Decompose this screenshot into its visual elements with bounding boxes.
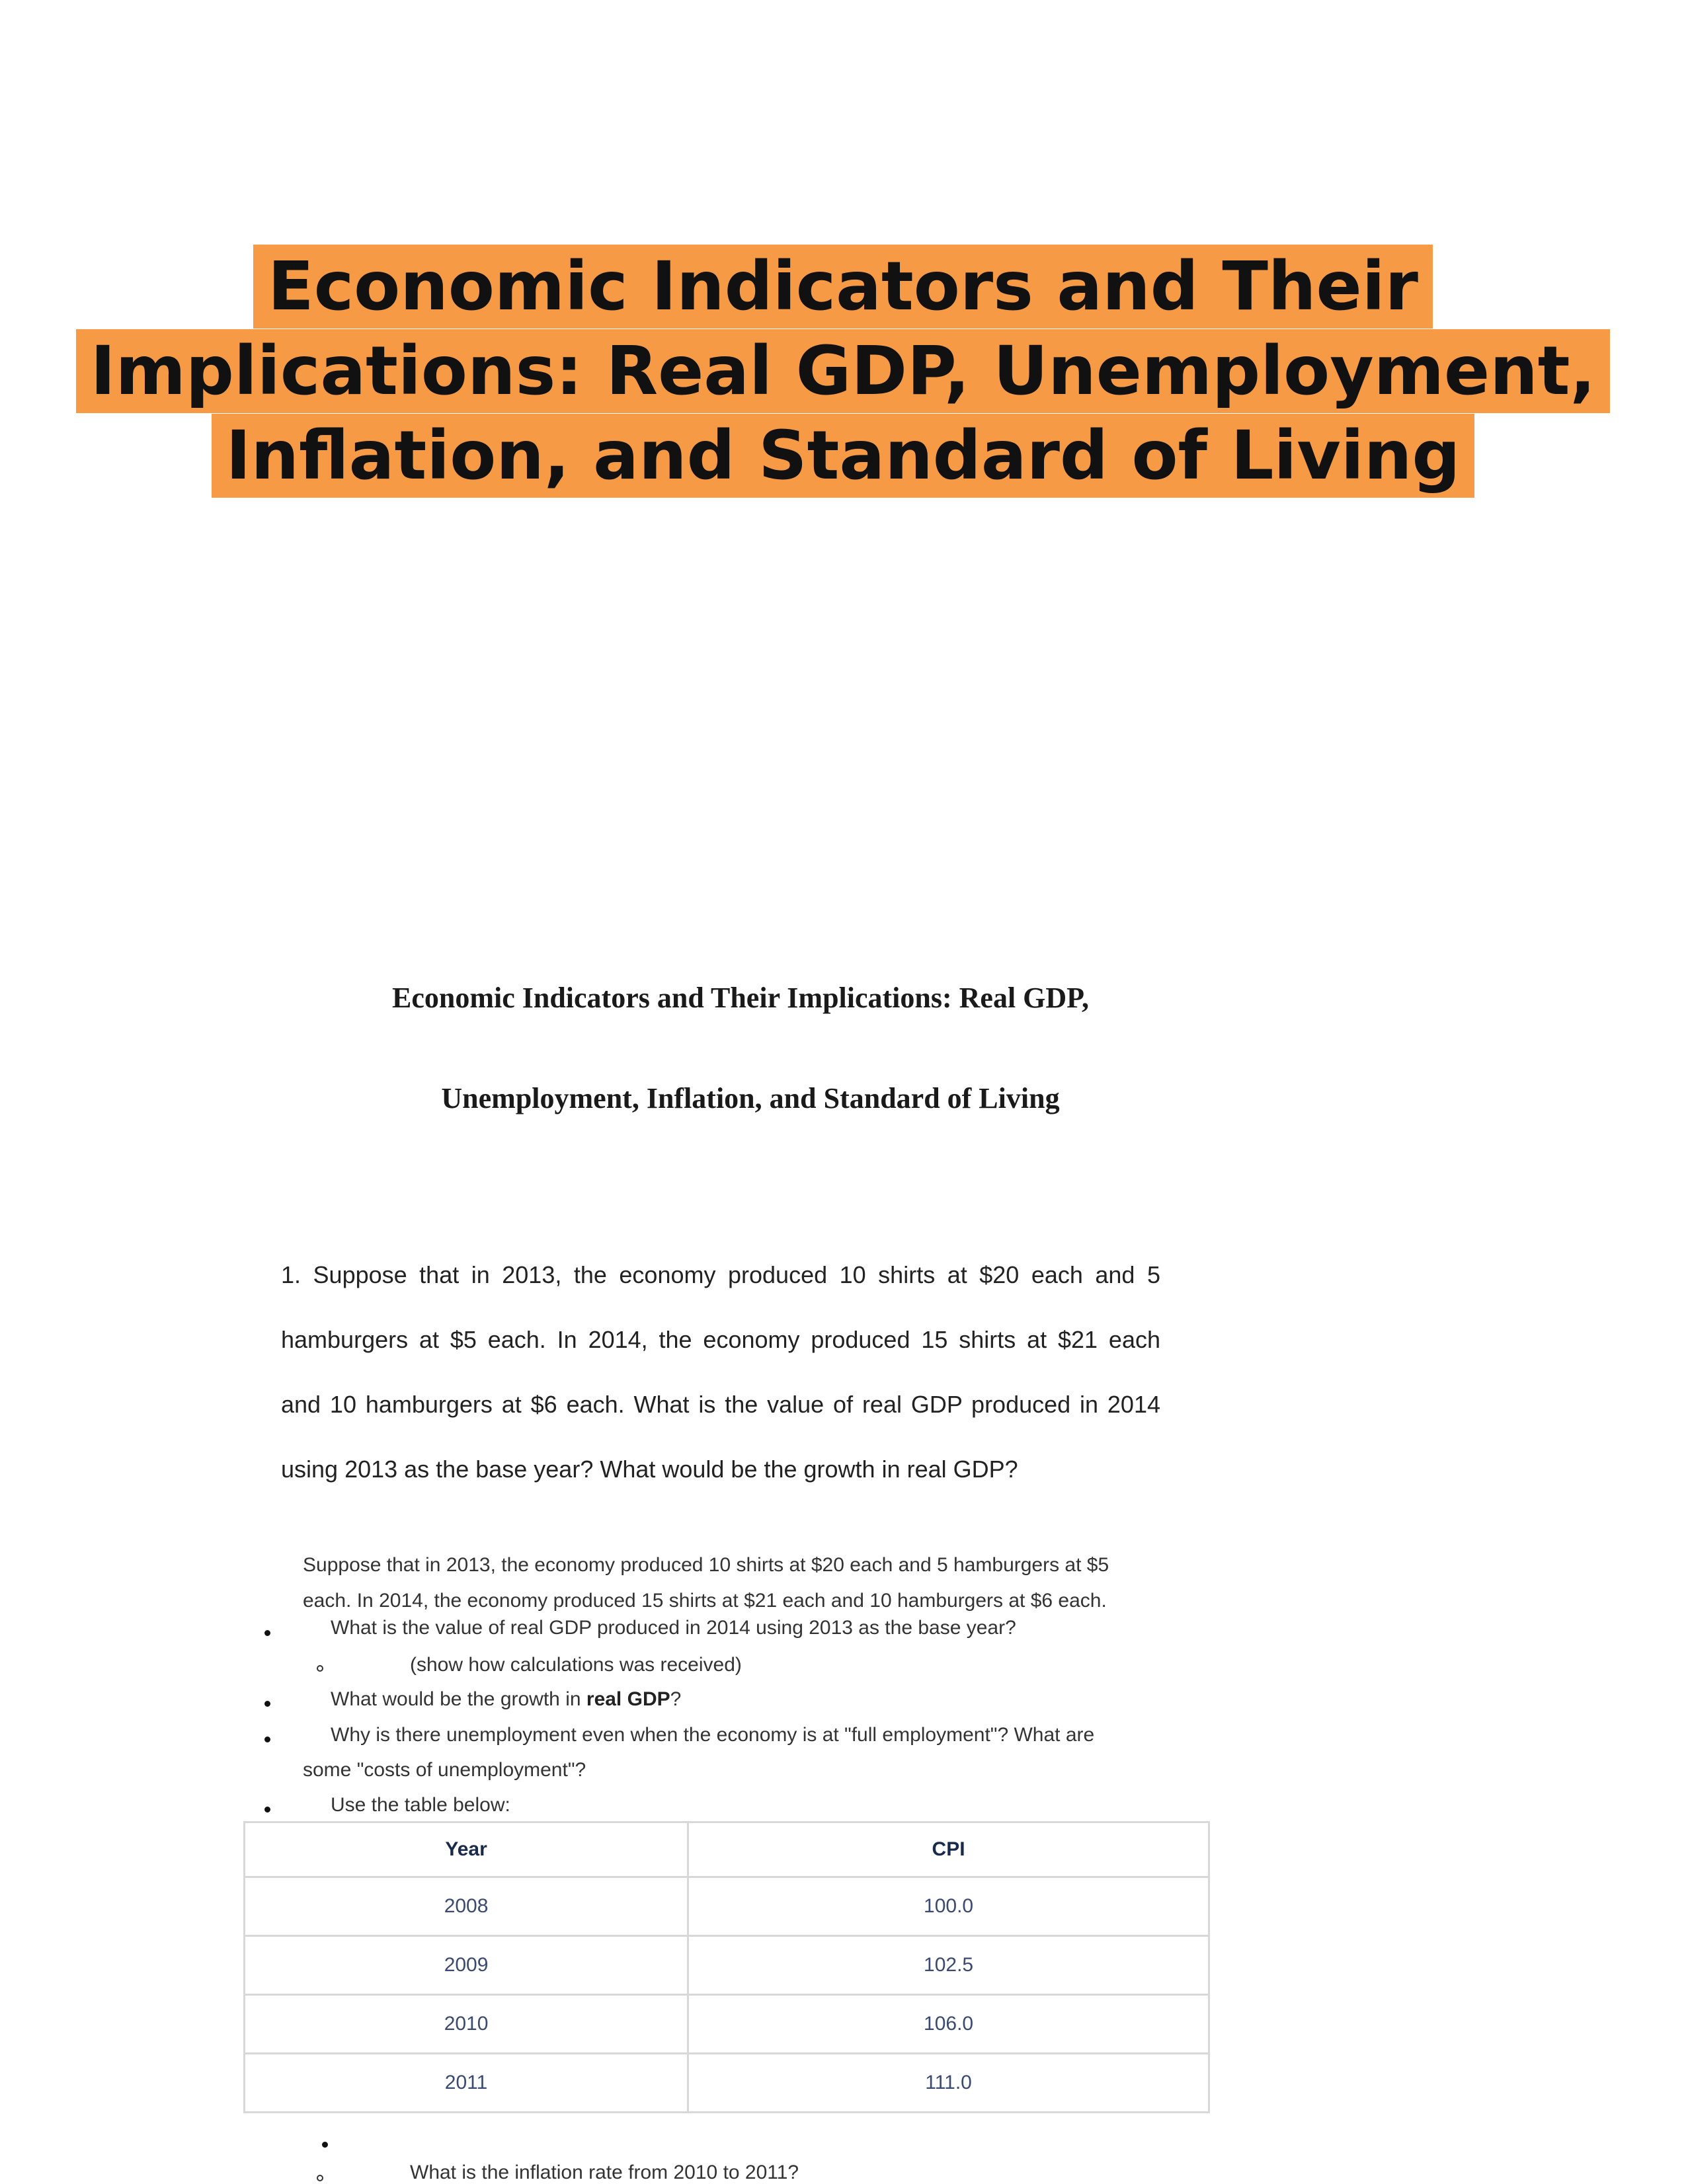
cpi-table <box>243 1821 1210 2113</box>
document-title-line-2: Unemployment, Inflation, and Standard of Living <box>441 1082 1060 1114</box>
bullet-3-line-2: some "costs of unemployment"? <box>303 1759 586 1781</box>
bullet-2-bold: real GDP <box>586 1688 670 1710</box>
banner-line-3: Inflation, and Standard of Living <box>212 414 1475 498</box>
sub-bullet-ring <box>317 2175 323 2181</box>
document-title-line-1: Economic Indicators and Their Implications: Real GDP, <box>391 982 1090 1014</box>
intro-line-1: Suppose that in 2013, the economy produced 10 shirts at $20 each and 5 hamburgers at $5 <box>303 1554 1109 1576</box>
intro-paragraph <box>303 1547 1195 1619</box>
bullet-1-text: What is the value of real GDP produced in 2014 using 2013 as the base year? <box>331 1617 1016 1639</box>
column-header-cpi: CPI <box>688 1822 1209 1877</box>
question-1 <box>281 1243 1160 1502</box>
year-cell: 2010 <box>245 1995 688 2054</box>
banner-line-1: Economic Indicators and Their <box>253 245 1433 329</box>
cpi-cell: 100.0 <box>688 1877 1209 1936</box>
table-header-row <box>245 1822 1209 1877</box>
cpi-cell: 111.0 <box>688 2054 1209 2113</box>
bullet-4-text: Use the table below: <box>331 1794 510 1816</box>
bullet-1-subtext: (show how calculations was received) <box>410 1654 742 1676</box>
bullet-dot <box>322 2142 328 2148</box>
year-cell: 2009 <box>245 1936 688 1995</box>
question-1-line-2: hamburgers at $5 each. In 2014, the economy produced 15 shirts at $21 each <box>281 1326 1160 1353</box>
document-title <box>198 978 1283 1118</box>
question-1-line-1: 1. Suppose that in 2013, the economy produced 10 shirts at $20 each and 5 <box>281 1261 1160 1288</box>
bullet-dot <box>264 1736 270 1742</box>
banner-line-2: Implications: Real GDP, Unemployment, <box>76 329 1611 413</box>
year-cell: 2008 <box>245 1877 688 1936</box>
cpi-cell: 106.0 <box>688 1995 1209 2054</box>
column-header-year: Year <box>245 1822 688 1877</box>
table-row <box>245 1995 1209 2054</box>
cpi-cell: 102.5 <box>688 1936 1209 1995</box>
sub-bullet-ring <box>317 1665 323 1672</box>
bullet-2-suffix: ? <box>670 1688 682 1710</box>
question-1-line-4: using 2013 as the base year? What would be the growth in real GDP? <box>281 1456 1018 1483</box>
bullet-dot <box>264 1701 270 1707</box>
bullet-2-prefix: What would be the growth in <box>331 1688 586 1710</box>
bullet-2-text <box>331 1688 681 1711</box>
question-1-line-3: and 10 hamburgers at $6 each. What is the value of real GDP produced in 2014 <box>281 1391 1160 1418</box>
bullet-3-line-1: Why is there unemployment even when the economy is at "full employment"? What are <box>331 1724 1095 1746</box>
bullet-dot <box>264 1630 270 1636</box>
intro-line-2: each. In 2014, the economy produced 15 shirts at $21 each and 10 hamburgers at $6 each. <box>303 1590 1107 1612</box>
cut-off-question: What is the inflation rate from 2010 to 2011? <box>410 2162 799 2183</box>
banner-title <box>0 245 1686 498</box>
table-row <box>245 1936 1209 1995</box>
table-row <box>245 2054 1209 2113</box>
table-row <box>245 1877 1209 1936</box>
bullet-dot <box>264 1807 270 1813</box>
year-cell: 2011 <box>245 2054 688 2113</box>
